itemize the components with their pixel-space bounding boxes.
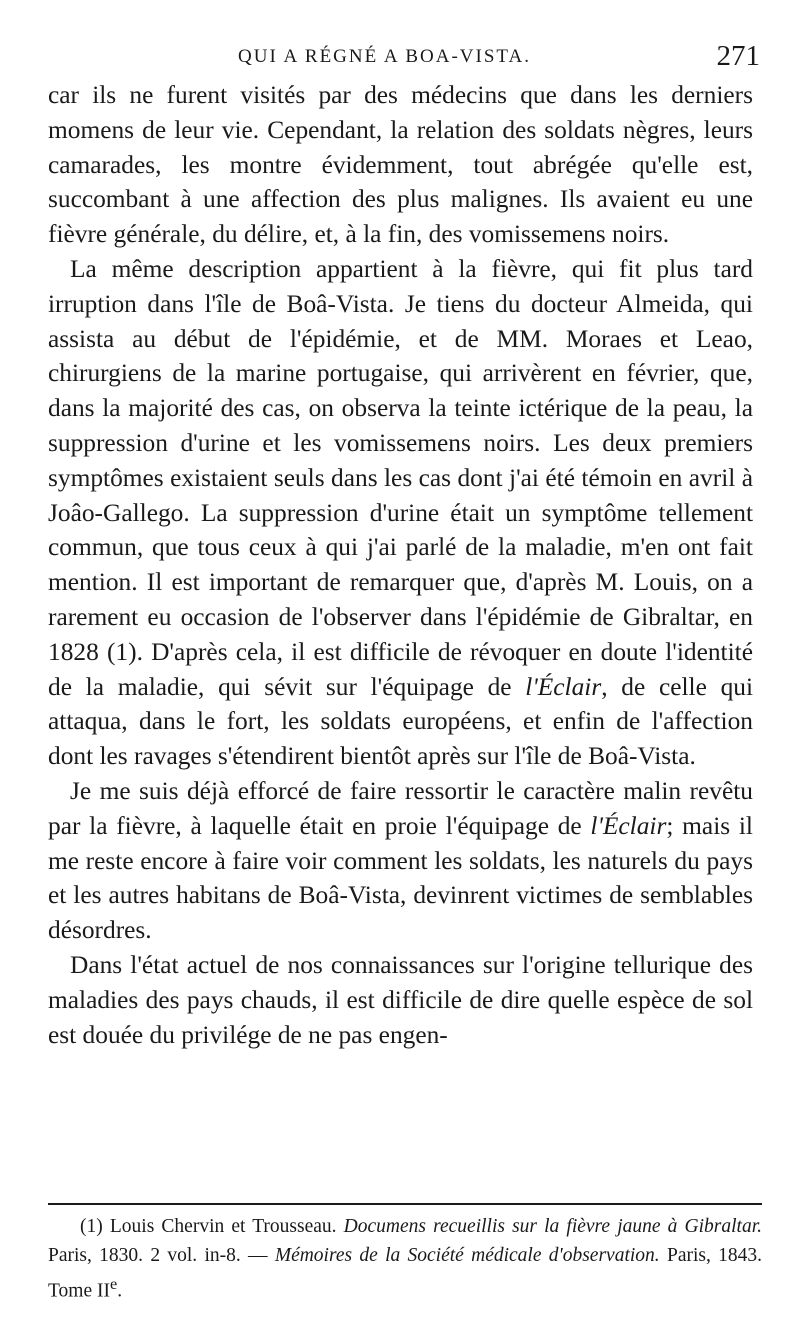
paragraph-3-text-a: Je me suis déjà efforcé de faire ressortir le caractère malin revêtu par la fièvre, à laquelle était en proie l'équipage de — [48, 776, 753, 840]
paragraph-2 — [48, 252, 753, 774]
paragraph-1: car ils ne furent visités par des médecins que dans les derniers momens de leur vie. Cependant, la relation des soldats nègres, leurs camarades, les montre évidemment, tout abrégée qu'elle est, succombant à une affection des plus malignes. Ils avaient eu une fièvre générale, du délire, et, à la fin, des vomissemens noirs. — [48, 81, 753, 249]
running-head — [48, 40, 760, 76]
footnote-marker: (1) — [80, 1216, 103, 1237]
footnote-end: . — [117, 1280, 123, 1302]
footnote-volume-suffix: e — [110, 1275, 118, 1293]
ship-name: l'Éclair — [590, 811, 667, 840]
page-number: 271 — [716, 40, 760, 72]
footnote-publication-1: Paris, 1830. 2 vol. in-8. — — [48, 1245, 268, 1266]
body-text — [48, 78, 753, 1052]
paragraph-3 — [48, 774, 753, 948]
paragraph-2-text-b: , de celle qui attaqua, dans le fort, les soldats européens, et enfin de l'affection dont les ravages s'étendirent bientôt après sur l'île de Boâ-Vista. — [48, 672, 754, 771]
footnote-volume: II — [97, 1280, 110, 1302]
paragraph-3-text-b: ; mais il me reste encore à faire voir comment les soldats, les naturels du pays et les autres habitans de Boâ-Vista, devinrent victimes de semblables désordres. — [48, 811, 753, 945]
footnote-title-1: Documens recueillis sur la fièvre jaune à Gibraltar. — [343, 1216, 763, 1237]
footnote — [48, 1212, 762, 1306]
footnote-rule — [48, 1203, 762, 1205]
paragraph-4: Dans l'état actuel de nos connaissances sur l'origine tellurique des maladies des pays chauds, il est difficile de dire quelle espèce de sol est douée du privilége de ne pas engen- — [48, 950, 753, 1049]
footnote-title-2: Mémoires de la Société médicale d'observation. — [274, 1245, 660, 1266]
ship-name: l'Éclair — [525, 672, 602, 701]
running-title: QUI A RÉGNÉ A BOA-VISTA. — [238, 46, 531, 67]
footnote-publication-2: Paris, 1843. Tome — [48, 1245, 763, 1302]
footnote-authors: Louis Chervin et Trousseau. — [109, 1216, 337, 1237]
paragraph-2-text-a: La même description appartient à la fièvre, qui fit plus tard irruption dans l'île de Boâ-Vista. Je tiens du docteur Almeida, qui assista au début de l'épidémie, et de MM. Moraes et Leao, chirurgiens de la marine portugaise, qui arrivèrent en février, que, dans la majorité des cas, on observa la teinte ictérique de la peau, la suppression d'urine et les vomissemens noirs. Les deux premiers symptômes existaient seuls dans les cas dont j'ai été témoin en avril à Joâo-Gallego. La suppression d'urine était un symptôme tellement commun, que tous ceux à qui j'ai parlé de la maladie, m'en ont fait mention. Il est important de remarquer que, d'après M. Louis, on a rarement eu occasion de l'observer dans l'épidémie de Gibraltar, en 1828 (1). D'après cela, il est difficile de révoquer en doute l'identité de la maladie, qui sévit sur l'équipage de — [48, 254, 753, 701]
